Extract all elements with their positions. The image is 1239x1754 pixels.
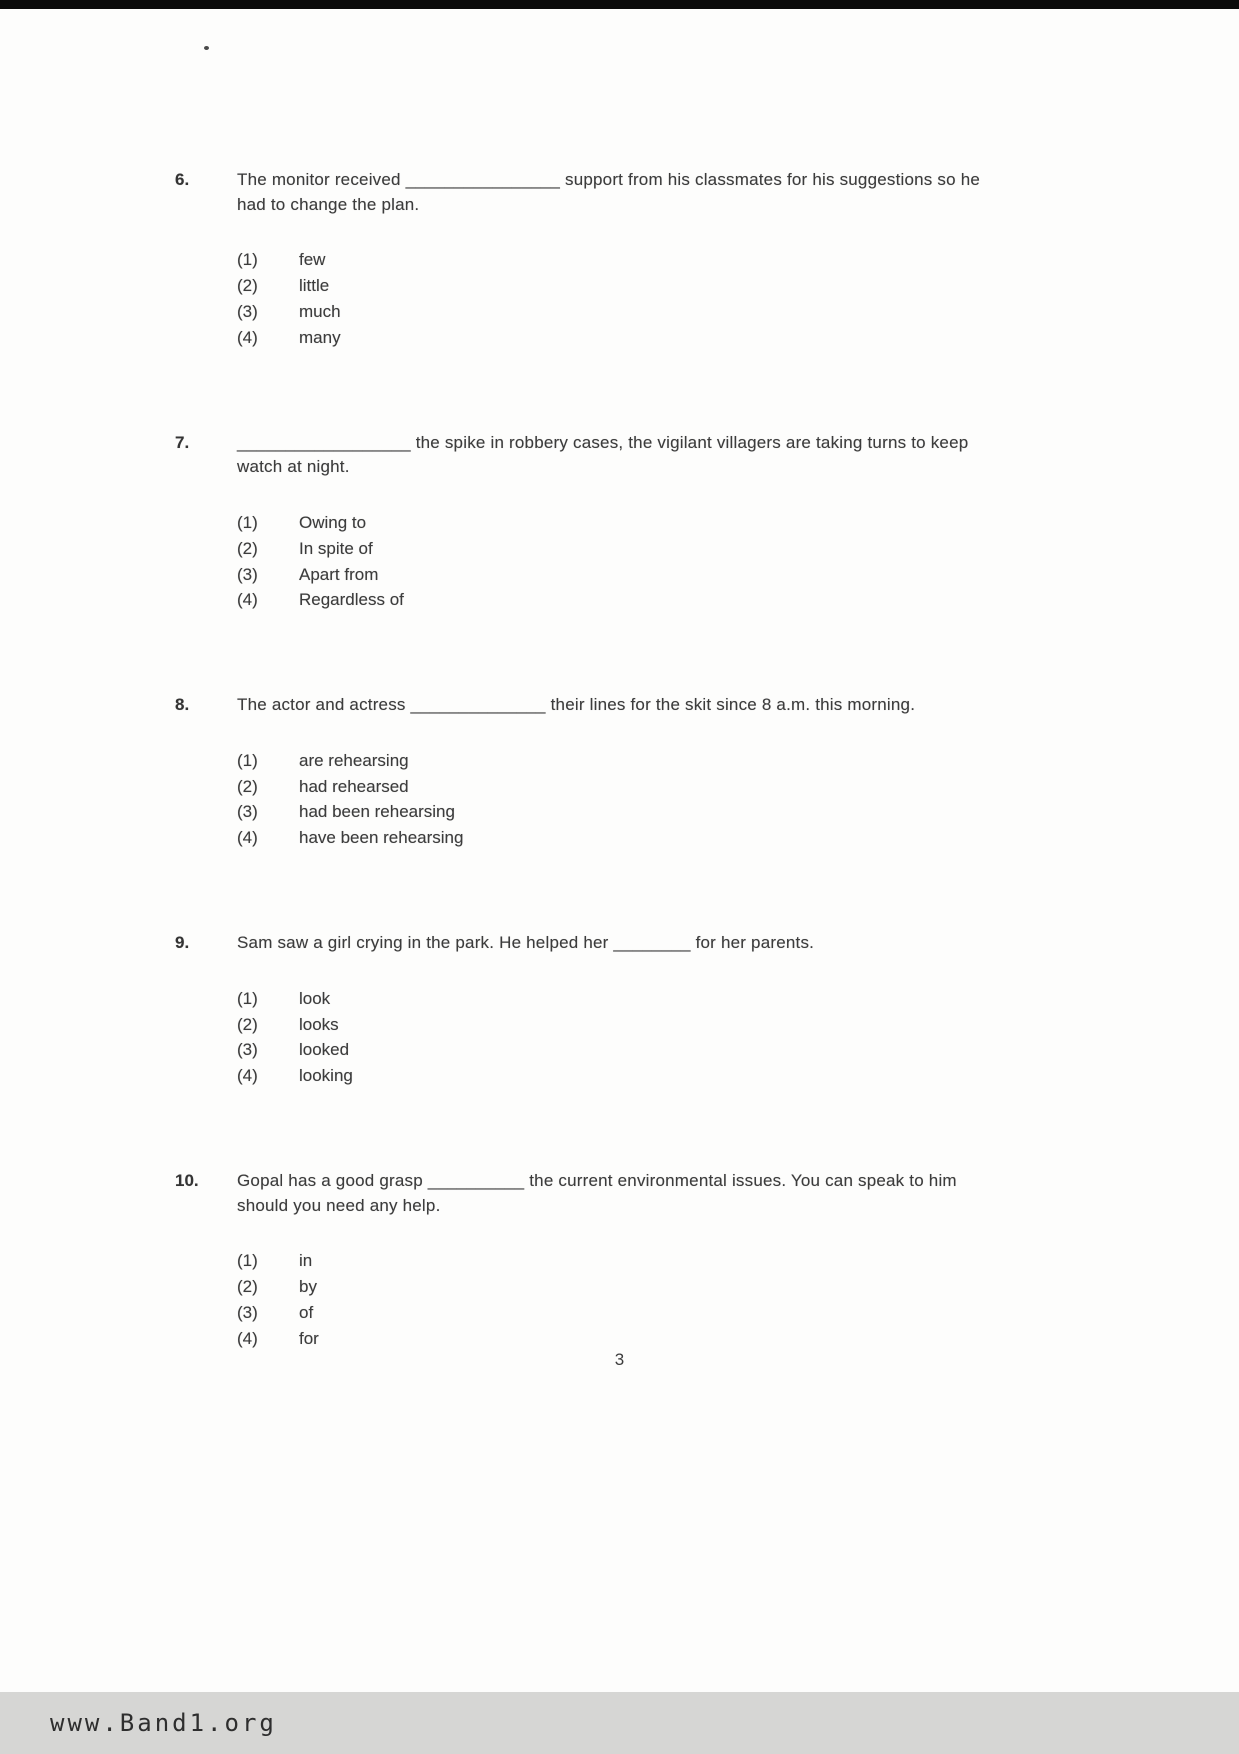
option-row — [237, 299, 990, 325]
option-row — [237, 562, 990, 588]
question-number: 7. — [175, 432, 190, 452]
question-6 — [175, 168, 990, 351]
options-list — [237, 748, 990, 851]
option-label: (2) — [237, 776, 258, 796]
option-row — [237, 799, 990, 825]
option-label: (1) — [237, 1251, 258, 1271]
question-text: Sam saw a girl crying in the park. He helped her ________ for her parents. — [237, 933, 815, 953]
option-text: few — [299, 250, 326, 270]
question-7 — [175, 431, 990, 614]
scan-artifact-dot — [204, 46, 209, 50]
option-row — [237, 325, 990, 351]
option-row — [237, 825, 990, 851]
option-label: (1) — [237, 250, 258, 270]
option-row — [237, 510, 990, 536]
option-row — [237, 273, 990, 299]
question-number: 6. — [175, 170, 190, 189]
option-label: (4) — [237, 590, 258, 610]
question-number: 9. — [175, 933, 190, 953]
option-label: (4) — [237, 327, 258, 347]
watermark: www.Band1.org — [50, 1709, 277, 1737]
question-number: 10. — [175, 1171, 199, 1191]
option-text: Apart from — [299, 564, 379, 584]
scan-edge-bar — [0, 0, 1239, 9]
option-text: in — [299, 1251, 313, 1271]
option-text: much — [299, 301, 341, 321]
option-row — [237, 1063, 990, 1089]
option-text: looked — [299, 1040, 350, 1060]
option-label: (3) — [237, 1303, 258, 1323]
option-text: of — [299, 1303, 314, 1323]
option-label: (4) — [237, 828, 258, 848]
option-label: (1) — [237, 750, 258, 770]
option-label: (3) — [237, 301, 258, 321]
option-text: looking — [299, 1066, 353, 1086]
option-label: (2) — [237, 276, 258, 296]
option-row — [237, 986, 990, 1012]
option-text: by — [299, 1277, 317, 1297]
option-row — [237, 1037, 990, 1063]
option-label: (3) — [237, 1040, 258, 1060]
option-row — [237, 1248, 990, 1274]
footer-band — [0, 1692, 1239, 1754]
option-row — [237, 1274, 990, 1300]
question-text: The actor and actress ______________ their lines for the skit since 8 a.m. this morning. — [237, 695, 916, 715]
option-text: looks — [299, 1014, 339, 1034]
question-8 — [175, 693, 990, 851]
option-row — [237, 536, 990, 562]
option-label: (4) — [237, 1328, 258, 1348]
question-number: 8. — [175, 695, 190, 715]
option-row — [237, 748, 990, 774]
option-row — [237, 774, 990, 800]
page-number: 3 — [614, 1350, 625, 1369]
option-text: In spite of — [299, 538, 373, 558]
options-list — [237, 1248, 990, 1351]
option-text: look — [299, 988, 331, 1008]
option-text: Owing to — [299, 512, 367, 532]
option-label: (1) — [237, 988, 258, 1008]
option-row — [237, 247, 990, 273]
option-row — [237, 1326, 990, 1352]
option-label: (2) — [237, 538, 258, 558]
option-label: (3) — [237, 802, 258, 822]
options-list — [237, 510, 990, 613]
exam-questions-section — [175, 168, 990, 1432]
options-list — [237, 986, 990, 1089]
option-label: (2) — [237, 1014, 258, 1034]
option-label: (4) — [237, 1066, 258, 1086]
option-text: many — [299, 327, 341, 347]
option-text: little — [299, 276, 330, 296]
option-label: (3) — [237, 564, 258, 584]
question-10 — [175, 1169, 990, 1352]
option-text: for — [299, 1328, 319, 1348]
option-row — [237, 1300, 990, 1326]
question-text: __________________ the spike in robbery cases, the vigilant villagers are taking turns to keep watch at night. — [237, 432, 969, 477]
option-text: had been rehearsing — [299, 802, 455, 822]
option-text: had rehearsed — [299, 776, 409, 796]
option-label: (1) — [237, 512, 258, 532]
option-text: are rehearsing — [299, 750, 409, 770]
option-label: (2) — [237, 1277, 258, 1297]
question-text: Gopal has a good grasp __________ the current environmental issues. You can speak to him should you need any help. — [237, 1171, 957, 1215]
question-text: The monitor received ________________ support from his classmates for his suggestions so he had to change the plan. — [237, 170, 981, 214]
options-list — [237, 247, 990, 350]
option-text: have been rehearsing — [299, 828, 464, 848]
question-9 — [175, 931, 990, 1089]
option-row — [237, 587, 990, 613]
option-row — [237, 1012, 990, 1038]
option-text: Regardless of — [299, 590, 404, 610]
